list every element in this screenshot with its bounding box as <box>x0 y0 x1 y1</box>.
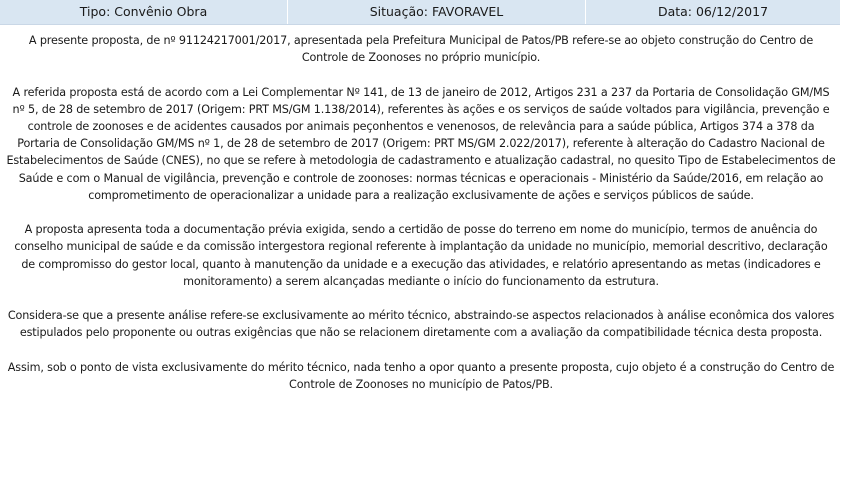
situacao-header: Situação: FAVORAVEL <box>288 0 586 24</box>
analysis-text <box>0 25 840 393</box>
paragraph-3: A proposta apresenta toda a documentação prévia exigida, sendo a certidão de posse do terreno em nome do município, termos de anuência do conselho municipal de saúde e da comissão intergestora regional referente à implantação da unidade no município, memorial descritivo, declaração de compromisso do gestor local, quanto à manutenção da unidade e a execução das atividades, e relatório apresentando as metas (indicadores e monitoramento) a serem alcançadas mediante o início do funcionamento da estrutura. <box>14 223 828 288</box>
paragraph-2: A referida proposta está de acordo com a Lei Complementar Nº 141, de 13 de janeiro de 2012, Artigos 231 a 237 da Portaria de Consolidação GM/MS nº 5, de 28 de setembro de 2017 (Origem: PRT MS/GM 1.138/2014), referentes às ações e os serviços de saúde voltados para vigilância, prevenção e controle de zoonoses e de acidentes causados por animais peçonhentos e venenosos, de relevância para a saúde pública, Artigos 374 a 378 da Portaria de Consolidação GM/MS nº 1, de 28 de setembro de 2017 (Origem: PRT MS/GM 2.022/2017), referente à alteração do Cadastro Nacional de Estabelecimentos de Saúde (CNES), no que se refere à metodologia de cadastramento e atualização cadastral, no quesito Tipo de Estabelecimentos de Saúde e com o Manual de vigilância, prevenção e controle de zoonoses: normas técnicas e operacionais - Ministério da Saúde/2016, em relação ao comprometimento de operacionalizar a unidade para a realização exclusivamente de ações e serviços públicos de saúde. <box>6 85 836 202</box>
paragraph-5: Assim, sob o ponto de vista exclusivamente do mérito técnico, nada tenho a opor quanto a presente proposta, cujo objeto é a construção do Centro de Controle de Zoonoses no município de Patos/PB. <box>7 360 835 391</box>
paragraph-1: A presente proposta, de nº 91124217001/2017, apresentada pela Prefeitura Municipal de Patos/PB refere-se ao objeto construção do Centro de Controle de Zoonoses no próprio município. <box>28 34 814 65</box>
header-row <box>0 0 840 25</box>
tipo-header: Tipo: Convênio Obra <box>0 0 288 24</box>
paragraph-4: Considera-se que a presente análise refere-se exclusivamente ao mérito técnico, abstraindo-se aspectos relacionados à análise econômica dos valores estipulados pelo proponente ou outras exigências que não se relacionem diretamente com a avaliação da compatibilidade técnica desta proposta. <box>7 309 835 340</box>
data-header: Data: 06/12/2017 <box>586 0 840 24</box>
